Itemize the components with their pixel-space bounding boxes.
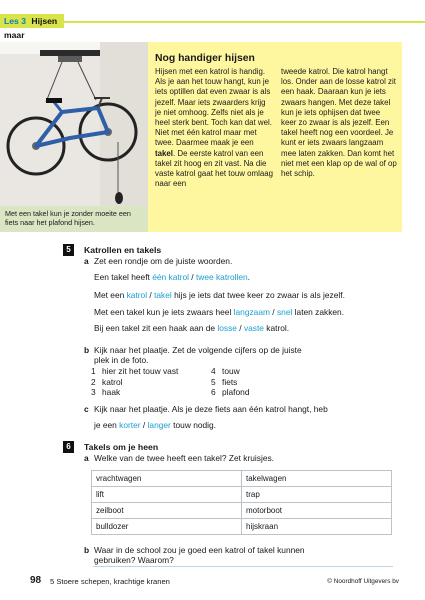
table-cell[interactable]: vrachtwagen [92, 471, 242, 487]
choice-table [91, 470, 392, 535]
instruction-5c-line1: Kijk naar het plaatje. Als je deze fiets aan één katrol hangt, heb [94, 404, 328, 414]
option-katrol[interactable]: katrol [126, 290, 148, 300]
exercise-number-6: 6 [63, 441, 74, 453]
info-text-column-2: tweede katrol. Die katrol hangt los. Onder aan de losse katrol zit een haak. Daaraan kun je iets zwaars hangen. Met deze takel kun je iets ophijsen dat twee keer zo zwaar is als jezelf. Een takel heeft nog een voordeel. Je kunt er iets zwaars langzaam mee laten zakken. Dan komt het niet met een klap op de wal of op het schip. [281, 67, 397, 179]
question-letter-5c: c [84, 404, 89, 414]
list-row: 3 haak 6 plafond [91, 387, 250, 397]
sentence-5a-4: Bij een takel zit een haak aan de losse / vaste katrol. [94, 323, 290, 333]
list-item: haak [102, 387, 121, 397]
option-vaste[interactable]: vaste [243, 323, 264, 333]
option-korter[interactable]: korter [119, 420, 141, 430]
question-letter-5b: b [84, 345, 90, 355]
table-row [92, 519, 392, 535]
option-langer[interactable]: langer [147, 420, 171, 430]
list-item: katrol [102, 376, 123, 387]
exercise-number-5: 5 [63, 244, 74, 256]
photo-caption: Met een takel kun je zonder moeite een fiets naar het plafond hijsen. [0, 206, 148, 232]
header-rule [64, 21, 425, 23]
table-row [92, 471, 392, 487]
sentence-5a-3: Met een takel kun je iets zwaars heel langzaam / snel laten zakken. [94, 307, 345, 317]
option-langzaam[interactable]: langzaam [233, 307, 270, 317]
table-cell[interactable]: zeilboot [92, 503, 242, 519]
table-cell[interactable]: takelwagen [242, 471, 392, 487]
list-item: plafond [222, 387, 250, 397]
page-number: 98 [30, 575, 42, 586]
lesson-title: Hijsen maar [4, 16, 58, 40]
bike-hoist-photo [0, 42, 148, 206]
instruction-5b-line1: Kijk naar het plaatje. Zet de volgende cijfers op de juiste [94, 345, 302, 355]
label-list [91, 366, 331, 398]
option-losse[interactable]: losse [217, 323, 237, 333]
table-cell[interactable]: hijskraan [242, 519, 392, 535]
info-box [0, 42, 402, 232]
list-row: 2 katrol 5 fiets [91, 376, 238, 387]
instruction-6b-line1: Waar in de school zou je goed een katrol of takel kunnen [94, 545, 305, 555]
table-cell[interactable]: trap [242, 487, 392, 503]
sentence-5a-2: Met een katrol / takel hijs je iets dat twee keer zo zwaar is als jezelf. [94, 290, 345, 300]
option-takel[interactable]: takel [154, 290, 172, 300]
instruction-5b-line2: plek in de foto. [94, 355, 149, 365]
instruction-5a: Zet een rondje om de juiste woorden. [94, 256, 233, 266]
question-letter-6a: a [84, 453, 89, 463]
keyword-takel: takel [155, 148, 173, 158]
instruction-6a: Welke van de twee heeft een takel? Zet kruisjes. [94, 453, 275, 463]
table-row [92, 487, 392, 503]
sentence-5c: je een korter / langer touw nodig. [94, 420, 217, 430]
copyright: © Noordhoff Uitgevers bv [327, 578, 399, 585]
chapter-title: 5 Stoere schepen, krachtige kranen [50, 577, 170, 586]
table-cell[interactable]: bulldozer [92, 519, 242, 535]
exercise-title-6: Takels om je heen [84, 442, 159, 452]
exercise-title-5: Katrollen en takels [84, 245, 162, 255]
option-een-katrol[interactable]: één katrol [152, 272, 189, 282]
list-item: fiets [222, 376, 238, 387]
info-text-column-1: Hijsen met een katrol is handig. Als je aan het touw hangt, kun je iets optillen dat even zwaar is als jezelf. Maar iets zwaarders krijg je niet omhoog. Zelfs niet als je heel sterk bent. Toch kan dat wel. Niet met één katrol maar met twee. Daarmee maak je een takel. De eerste katrol van een takel zit hoog en zit vast. Na die vaste katrol gaat het touw omlaag naar een [155, 67, 273, 189]
info-box-title: Nog handiger hijsen [155, 53, 255, 64]
list-row: 1 hier zit het touw vast 4 touw [91, 366, 240, 376]
lesson-number: Les 3 [4, 16, 26, 26]
question-letter-6b: b [84, 545, 90, 555]
sentence-5a-1: Een takel heeft één katrol / twee katrollen. [94, 272, 250, 282]
question-letter-5a: a [84, 256, 89, 266]
list-item: hier zit het touw vast [102, 366, 179, 376]
lesson-tab [0, 14, 64, 40]
option-twee-katrollen[interactable]: twee katrollen [195, 272, 248, 282]
bike-hoist-illustration [0, 42, 148, 206]
list-item: touw [222, 366, 240, 376]
answer-line[interactable] [93, 566, 393, 567]
header-band [0, 0, 425, 42]
instruction-6b-line2: gebruiken? Waarom? [94, 555, 174, 565]
table-row [92, 503, 392, 519]
option-snel[interactable]: snel [276, 307, 293, 317]
table-cell[interactable]: motorboot [242, 503, 392, 519]
table-cell[interactable]: lift [92, 487, 242, 503]
